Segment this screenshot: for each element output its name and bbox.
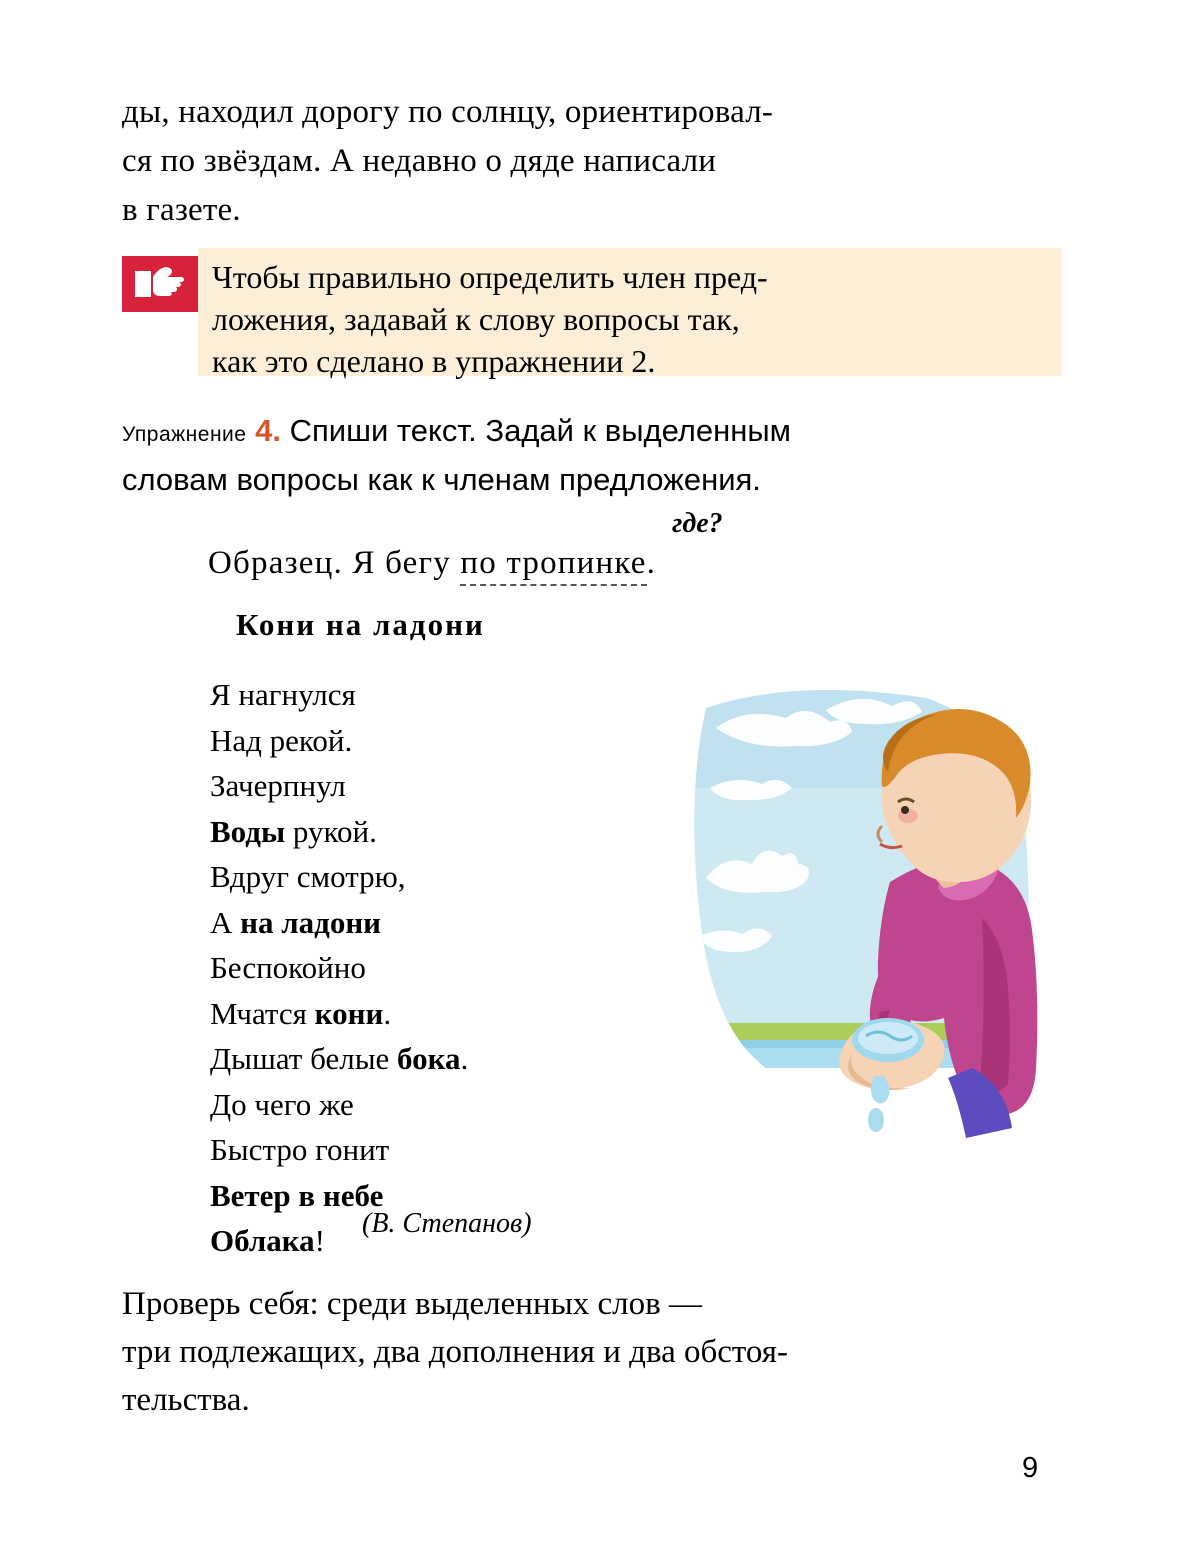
poem-line: Быстро гонит — [210, 1132, 390, 1167]
rule-callout — [122, 248, 1062, 379]
exercise-number: 4. — [255, 413, 281, 448]
exercise-label: Упражнение — [122, 423, 247, 446]
rule-text-box — [198, 248, 1062, 379]
poem-line: А на ладони — [210, 904, 382, 940]
paragraph-line: ды, находил дорогу по солнцу, ориентировал- — [122, 94, 774, 130]
poem-line: Дышат белые бока. — [210, 1041, 469, 1076]
poem-line: До чего же — [210, 1086, 354, 1122]
paragraph-line: в газете. — [122, 192, 241, 228]
page-number: 9 — [1022, 1452, 1039, 1484]
exercise-heading — [122, 408, 1057, 502]
exercise-text: Спиши текст. Задай к выделенным — [289, 413, 791, 448]
rule-line: ложения, задавай к слову вопросы так, — [212, 301, 740, 337]
paragraph-line: три подлежащих, два дополнения и два обстоя- — [122, 1334, 788, 1370]
paragraph-line: тельства. — [122, 1382, 250, 1418]
poem-line: Вдруг смотрю, — [210, 859, 406, 894]
poem-line: Облака! — [210, 1223, 325, 1258]
paragraph-line: ся по звёздам. А недавно о дяде написали — [122, 143, 717, 179]
poem-line: Мчатся кони. — [210, 995, 392, 1031]
sample-underlined-phrase: по тропинке — [460, 545, 646, 586]
poem-line: Воды рукой. — [210, 813, 377, 849]
poem-author: (В. Степанов) — [362, 1208, 532, 1239]
poem-line: Беспокойно — [210, 950, 366, 985]
poem-line: Зачерпнул — [210, 768, 346, 803]
paragraph-line: Проверь себя: среди выделенных слов — — [122, 1286, 702, 1322]
poem-line: Над рекой. — [210, 722, 353, 758]
pointing-hand-icon — [122, 256, 198, 312]
exercise-first-line — [122, 408, 1057, 457]
poem-line: Я нагнулся — [210, 677, 356, 712]
boy-drinking-water-illustration — [676, 668, 1066, 1138]
sample-sentence — [208, 545, 656, 582]
poem-title: Кони на ладони — [236, 607, 485, 642]
top-paragraph — [122, 88, 1057, 235]
sample-prefix: Образец. Я бегу — [208, 545, 461, 581]
rule-line: Чтобы правильно определить член пред- — [212, 259, 768, 295]
poem-body — [210, 672, 630, 1264]
rule-line: как это сделано в упражнении 2. — [212, 343, 656, 379]
bottom-paragraph — [122, 1280, 1057, 1424]
exercise-second-line: словам вопросы как к членам предложения. — [122, 462, 761, 497]
sample-question: где? — [672, 508, 723, 539]
poem-line: Ветер в небе — [210, 1177, 384, 1213]
sample-suffix: . — [646, 545, 657, 581]
